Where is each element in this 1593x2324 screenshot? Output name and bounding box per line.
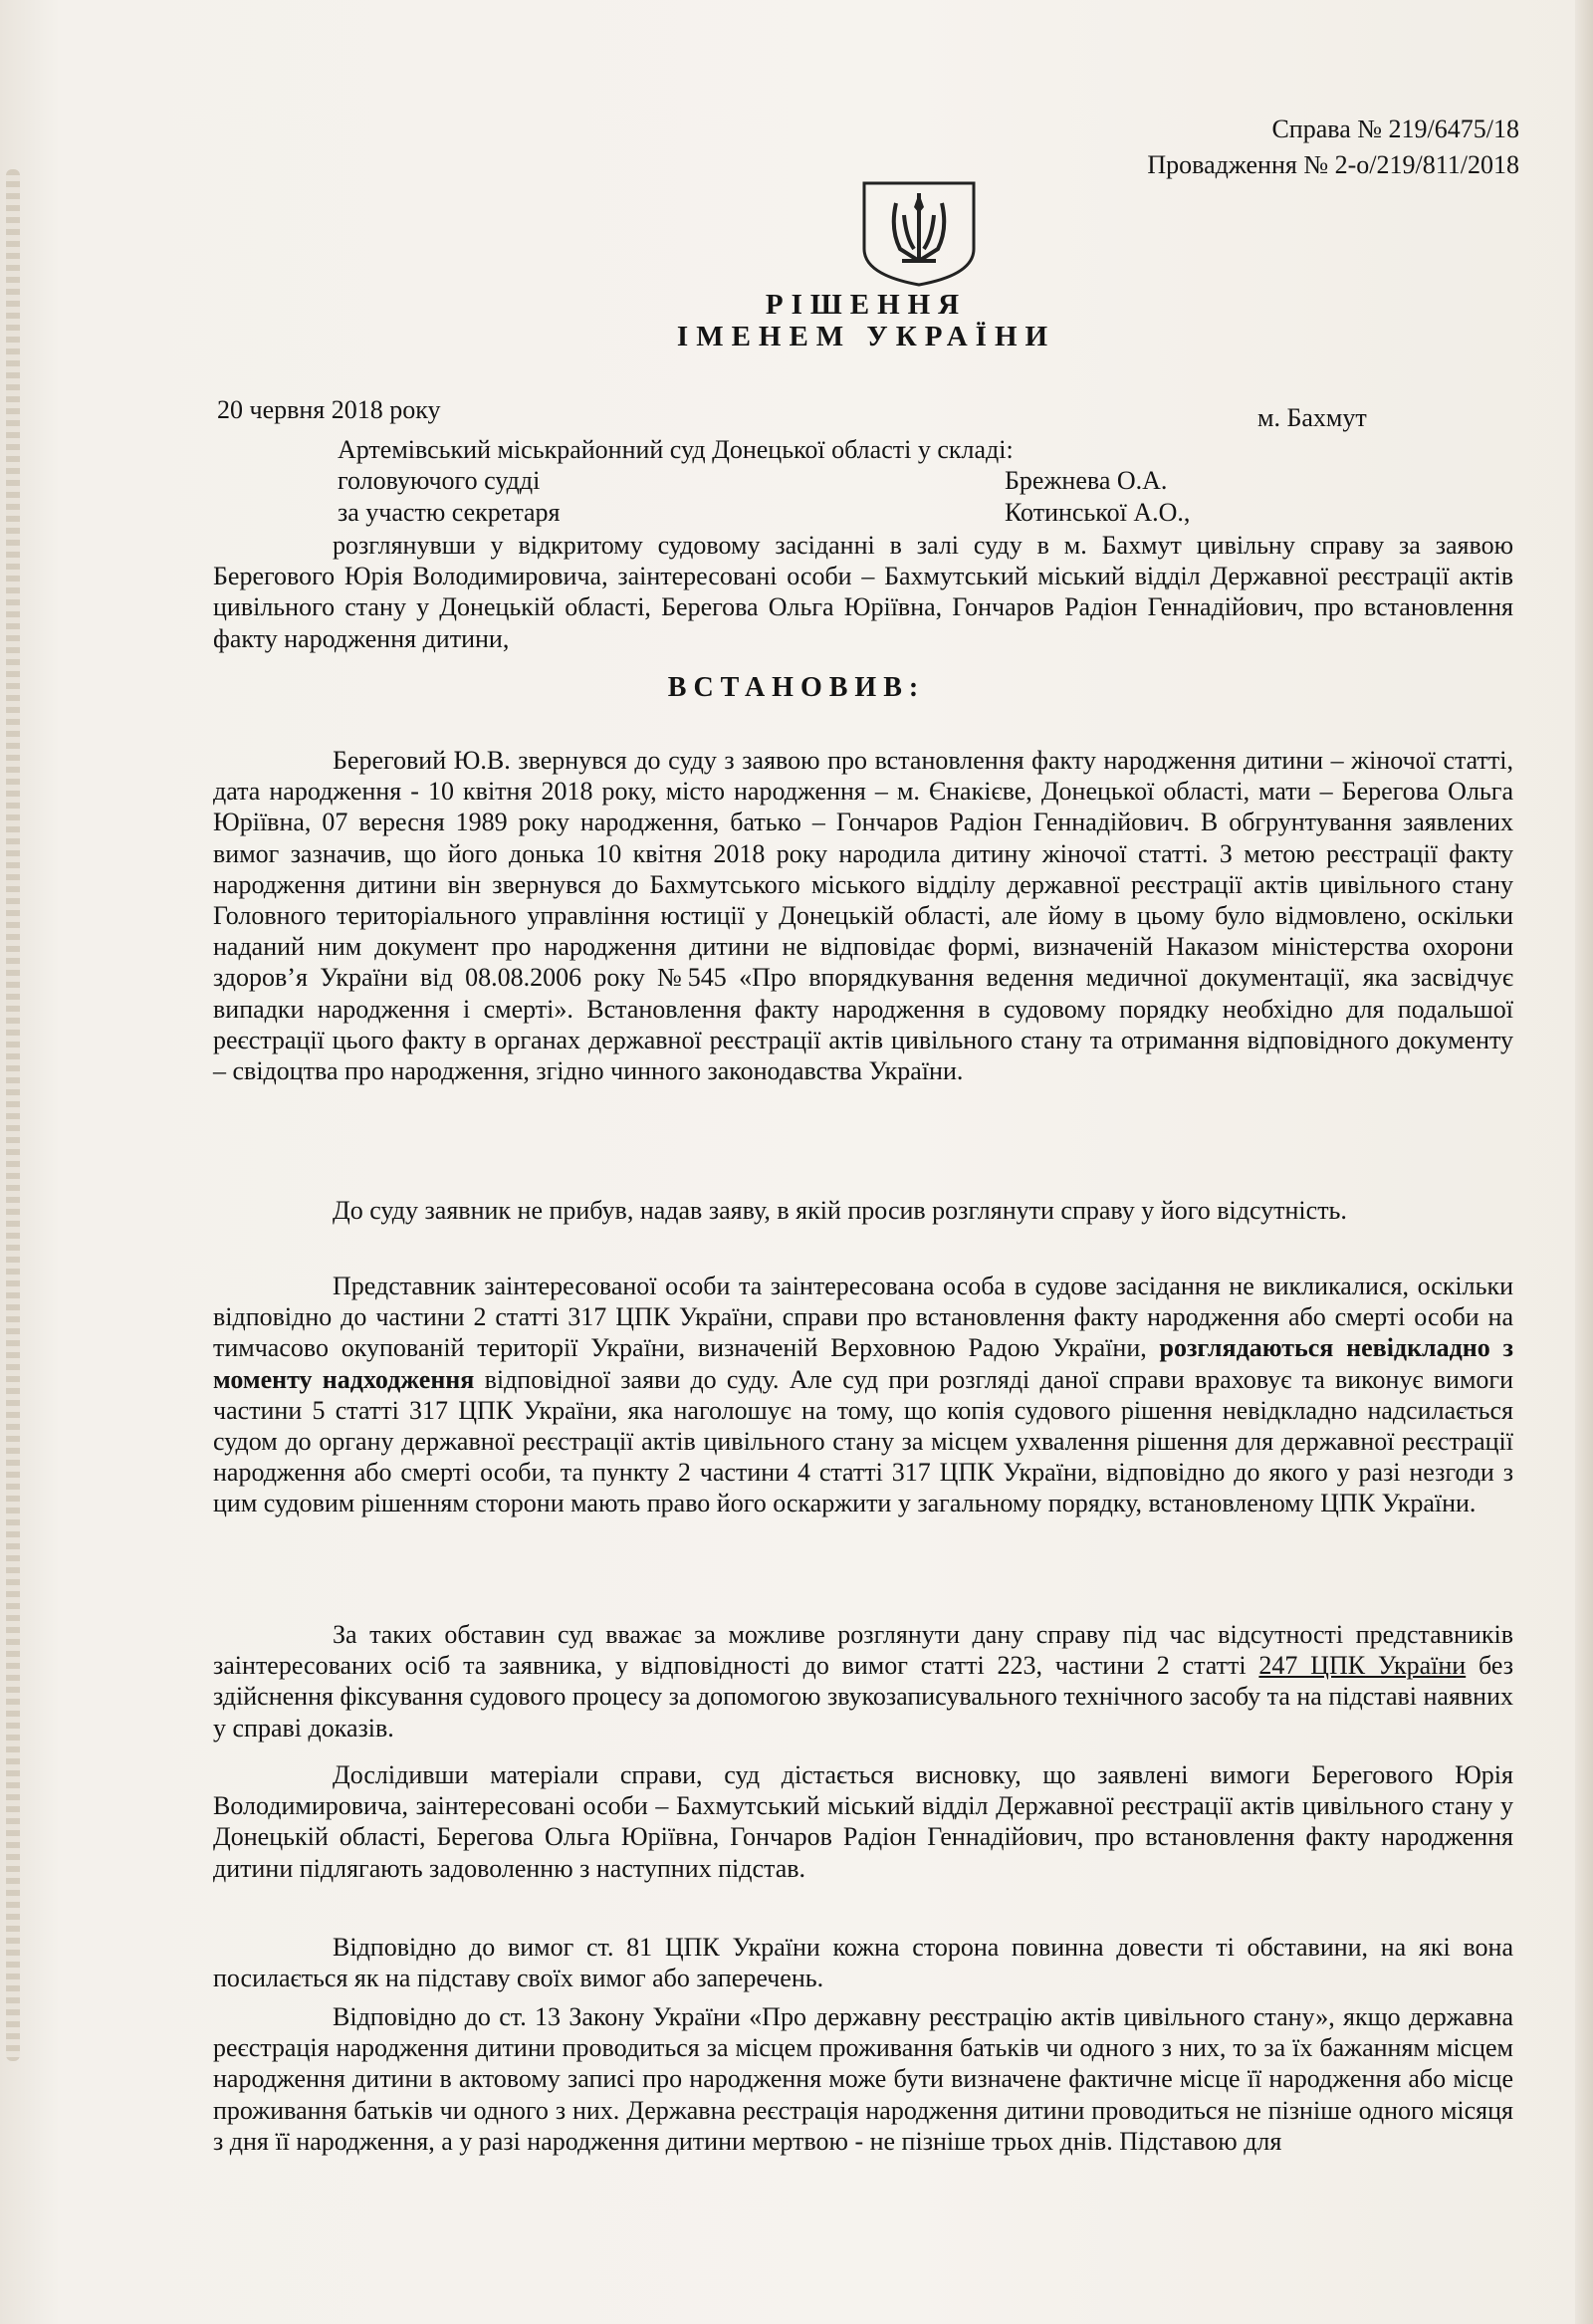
court-composition: Артемівський міськрайонний суд Донецької області у складі: [338,435,1014,464]
paragraph-6: Відповідно до вимог ст. 81 ЦПК України кожна сторона повинна довести ті обставини, на які вона посилається як на підставу своїх вимог або заперечень. [213,1933,1513,1993]
paragraph-4: За таких обставин суд вважає за можливе розглянути дану справу під час відсутності представників заінтересованих осіб та заявника, у відповідності до вимог статті 223, частини 2 статті 247 ЦПК України без здійснення фіксування судового процесу за допомогою звукозаписувального технічного засобу та на підставі наявних у справі доказів. [213,1620,1513,1743]
decision-subtitle: ІМЕНЕМ УКРАЇНИ [676,321,1056,352]
intro-paragraph: розглянувши у відкритому судовому засіданні в залі суду в м. Бахмут цивільну справу за заявою Берегового Юрія Володимировича, заінтересовані особи – Бахмутський міський відділ Державної реєстрації актів цивільного стану у Донецькій області, Берегова Ольга Юріївна, Гончаров Радіон Геннадійович, про встановлення факту народження дитини, [213,531,1513,653]
emphasis-text: розглядаються невідкладно з моменту надходження [213,1333,1513,1394]
judge-label: головуючого судді [338,466,541,495]
decision-title: РІШЕННЯ [765,289,968,321]
paragraph-2: До суду заявник не прибув, надав заяву, в якій просив розглянути справу у його відсутність. [333,1196,1347,1225]
secretary-name: Котинської А.О., [1005,498,1191,527]
established-heading: ВСТАНОВИВ: [667,672,926,703]
paragraph-7: Відповідно до ст. 13 Закону України «Про державну реєстрацію актів цивільного стану», якщо державна реєстрація народження дитини проводиться за місцем проживання батьків чи одного з них, то за їх бажанням місцем народження дитини в актовому записі про народження може бути визначене фактичне місце її народження або місце проживання батьків чи одного з них. Державна реєстрація народження дитини проводиться не пізніше одного місяця з дня її народження, а у разі народження дитини мертвою - не пізніше трьох днів. Підставою для [213,2002,1513,2156]
decision-date: 20 червня 2018 року [217,395,441,424]
law-reference-link[interactable]: 247 ЦПК України [1258,1651,1467,1681]
case-number: Справа № 219/6475/18 [1271,115,1519,143]
case-reference [1147,112,1519,183]
paragraph-3: Представник заінтересованої особи та заінтересована особа в судове засідання не викликалися, оскільки відповідно до частини 2 статті 317 ЦПК України, справи про встановлення факту народження або смерті особи на тимчасово окупованій території України, визначеній Верховною Радою України, розглядаються невідкладно з моменту надходження відповідної заяви до суду. Але суд при розгляді даної справи враховує та виконує вимоги частини 5 статті 317 ЦПК України, яка наголошує на тому, що копія судового рішення невідкладно надсилається судом до органу державної реєстрації актів цивільного стану за місцем ухвалення рішення для державної реєстрації народження або смерті особи, та пункту 2 частини 4 статті 317 ЦПК України, відповідно до якого у разі незгоди з цим судовим рішенням сторони мають право його оскаржити у загальному порядку, встановленому ЦПК України. [213,1272,1513,1518]
proceeding-number: Провадження № 2-о/219/811/2018 [1147,150,1519,179]
judge-name: Брежнева О.А. [1005,466,1168,495]
secretary-label: за участю секретаря [338,498,561,527]
binding-thread [6,169,20,2061]
paragraph-5: Дослідивши матеріали справи, суд дістається висновку, що заявлені вимоги Берегового Юрія Володимировича, заінтересовані особи – Бахмутський міський відділ Державної реєстрації актів цивільного стану у Донецькій області, Берегова Ольга Юріївна, Гончаров Радіон Геннадійович, про встановлення факту народження дитини підлягають задоволенню з наступних підстав. [213,1760,1513,1883]
decision-city: м. Бахмут [1257,403,1367,432]
paragraph-1: Береговий Ю.В. звернувся до суду з заявою про встановлення факту народження дитини – жіночої статті, дата народження - 10 квітня 2018 року, місто народження – м. Єнакієве, Донецької області, мати – Берегова Ольга Юріївна, 07 вересня 1989 року народження, батько – Гончаров Радіон Геннадійович. В обгрунтування заявлених вимог зазначив, що його донька 10 квітня 2018 року народила дитину жіночої статті. З метою реєстрації факту народження дитини він звернувся до Бахмутського міського відділу державної реєстрації актів цивільного стану Головного територіального управління юстиції у Донецькій області, але йому в цьому було відмовлено, оскільки наданий ним документ про народження дитини не відповідає формі, визначеній Наказом міністерства охорони здоров’я України від 08.08.2006 року №545 «Про впорядкування ведення медичної документації, яка засвідчує випадки народження і смерті». Встановлення факту народження в судовому порядку необхідно для подальшої реєстрації цього факту в органах державної реєстрації актів цивільного стану та отримання відповідного документу – свідоцтва про народження, згідно чинного законодавства України. [213,746,1513,1086]
trident-coat-of-arms-icon [856,179,982,287]
